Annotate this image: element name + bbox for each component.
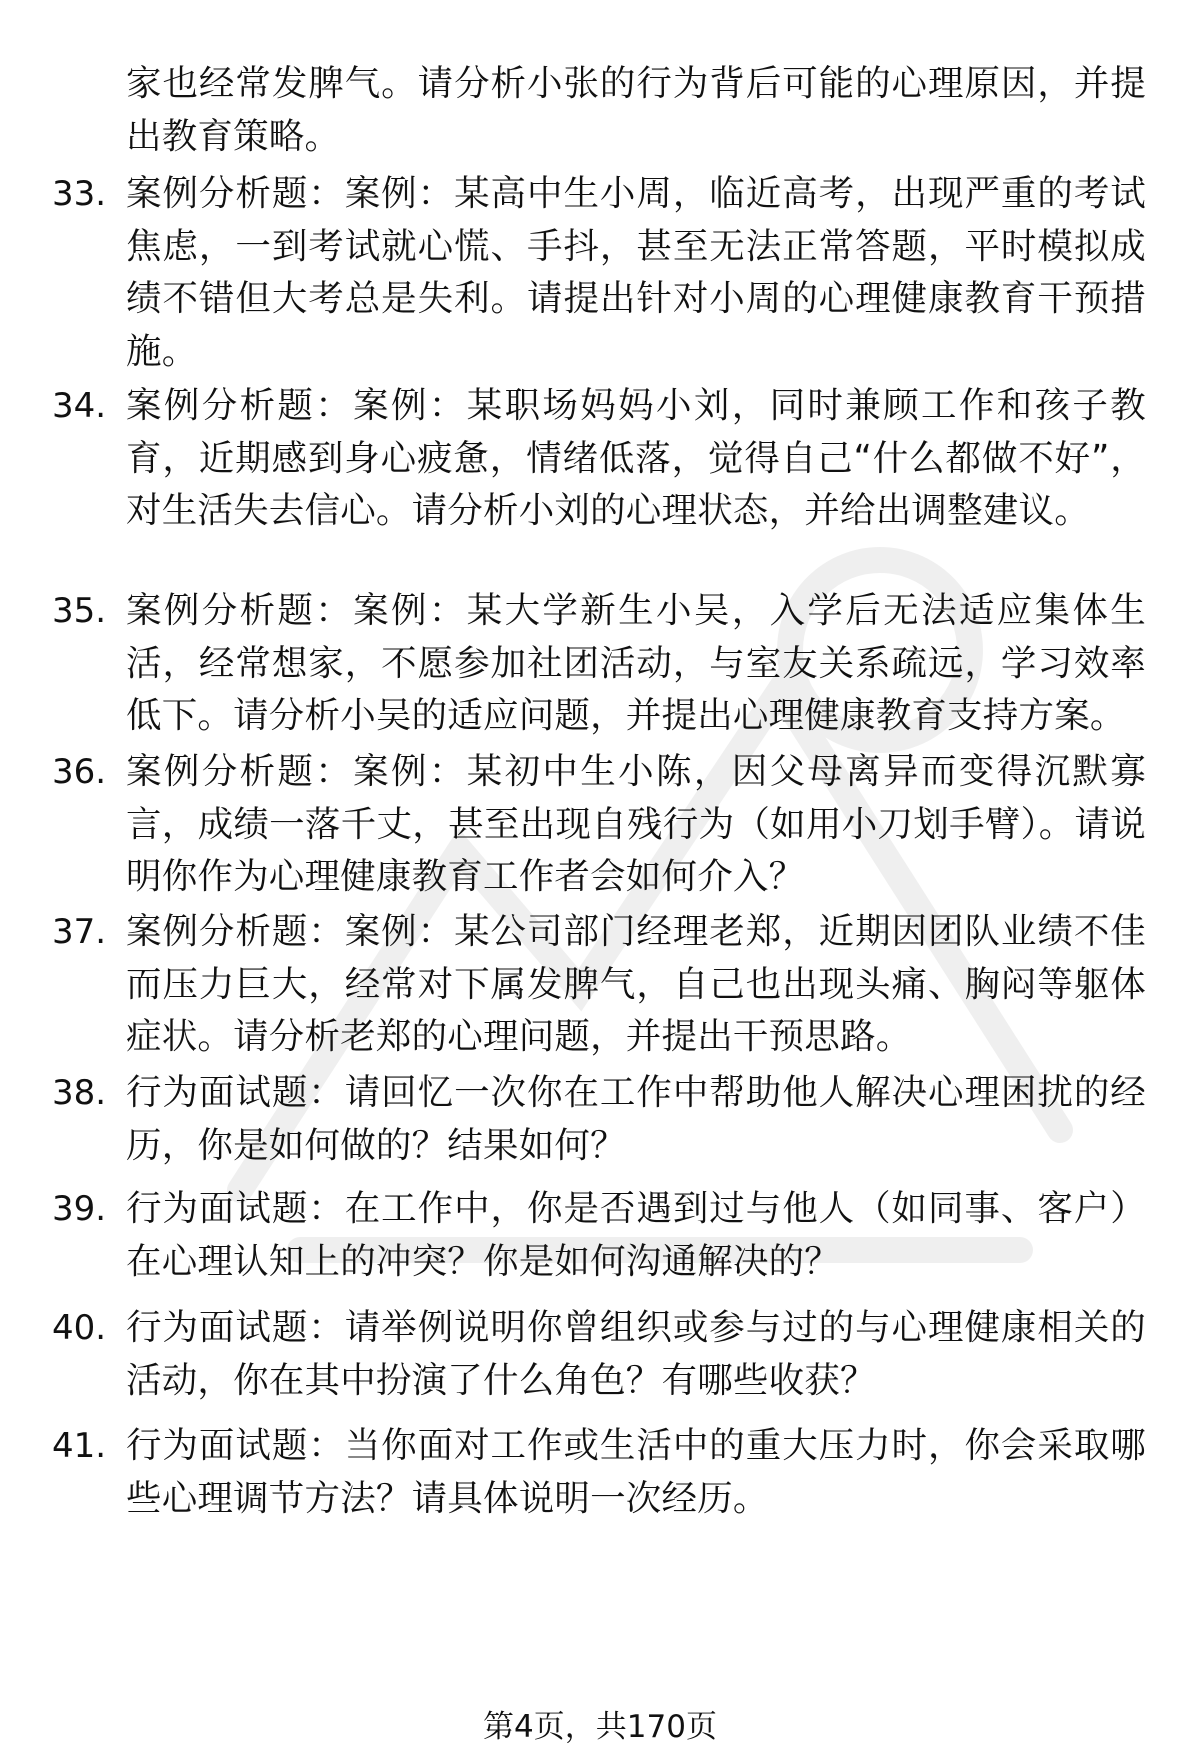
question-text: 案例分析题：案例：某公司部门经理老郑，近期因团队业绩不佳而压力巨大，经常对下属发脾气，自己也出现头痛、胸闷等躯体症状。请分析老郑的心理问题，并提出干预思路。 [126, 911, 1146, 1057]
question-number: 34. [52, 386, 107, 426]
question-number: 40. [52, 1308, 107, 1348]
question-number: 41. [52, 1426, 107, 1466]
page-footer: 第4页，共170页 [483, 1709, 717, 1745]
question-text: 行为面试题：请回忆一次你在工作中帮助他人解决心理困扰的经历，你是如何做的？结果如何？ [126, 1072, 1146, 1166]
question-number: 38. [52, 1073, 107, 1113]
question-text: 行为面试题：在工作中，你是否遇到过与他人（如同事、客户）在心理认知上的冲突？你是如何沟通解决的？ [126, 1188, 1146, 1282]
question-text: 案例分析题：案例：某职场妈妈小刘，同时兼顾工作和孩子教育，近期感到身心疲惫，情绪低落，觉得自己“什么都做不好”，对生活失去信心。请分析小刘的心理状态，并给出调整建议。 [126, 385, 1146, 531]
question-text: 案例分析题：案例：某高中生小周，临近高考，出现严重的考试焦虑，一到考试就心慌、手抖，甚至无法正常答题，平时模拟成绩不错但大考总是失利。请提出针对小周的心理健康教育干预措施。 [126, 173, 1146, 372]
question-number: 36. [52, 752, 107, 792]
question-number: 35. [52, 591, 107, 631]
question-number: 39. [52, 1189, 107, 1229]
continuation-text: 家也经常发脾气。请分析小张的行为背后可能的心理原因，并提出教育策略。 [126, 63, 1146, 157]
question-number: 37. [52, 912, 107, 952]
question-text: 案例分析题：案例：某大学新生小吴，入学后无法适应集体生活，经常想家，不愿参加社团活动，与室友关系疏远，学习效率低下。请分析小吴的适应问题，并提出心理健康教育支持方案。 [126, 590, 1146, 736]
question-text: 行为面试题：请举例说明你曾组织或参与过的与心理健康相关的活动，你在其中扮演了什么角色？有哪些收获？ [126, 1307, 1146, 1401]
question-text: 案例分析题：案例：某初中生小陈，因父母离异而变得沉默寡言，成绩一落千丈，甚至出现自残行为（如用小刀划手臂）。请说明你作为心理健康教育工作者会如何介入？ [126, 751, 1146, 897]
question-number: 33. [52, 174, 107, 214]
question-text: 行为面试题：当你面对工作或生活中的重大压力时，你会采取哪些心理调节方法？请具体说明一次经历。 [126, 1425, 1146, 1519]
